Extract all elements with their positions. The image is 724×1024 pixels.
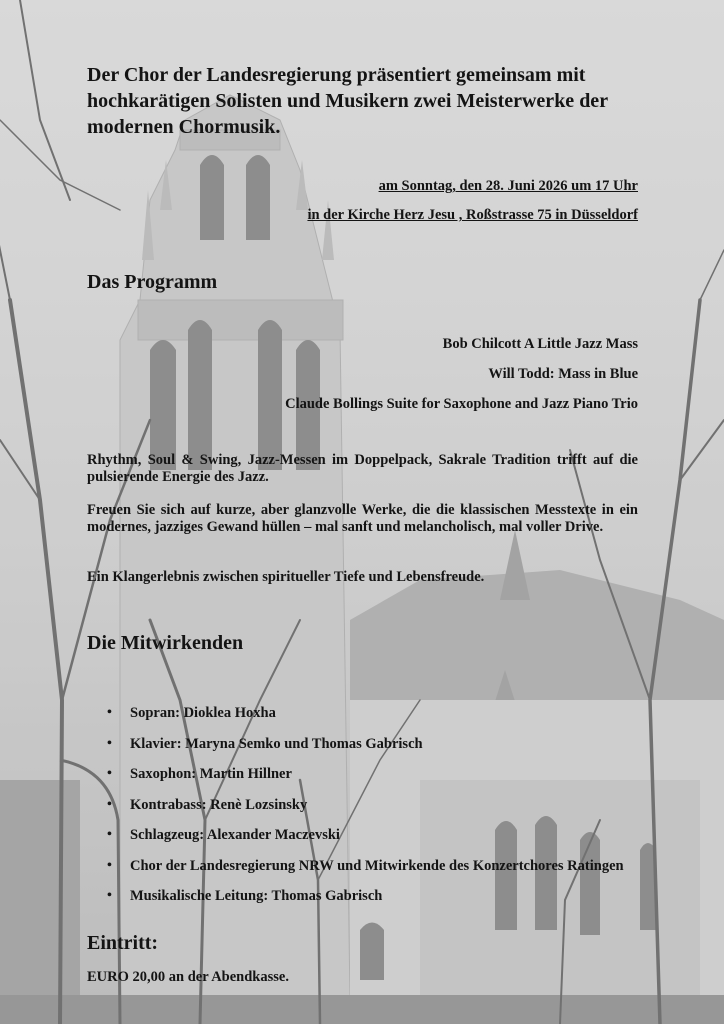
program-title: Das Programm bbox=[87, 271, 218, 293]
participants-list bbox=[107, 705, 707, 919]
participant-text: Chor der Landesregierung NRW und Mitwirkende des Konzertchores Ratingen bbox=[130, 857, 624, 874]
list-item bbox=[107, 797, 707, 828]
intro-heading: Der Chor der Landesregierung präsentiert gemeinsam mit hochkarätigen Solisten und Musikern zwei Meisterwerke der modernen Chormusik. bbox=[87, 64, 608, 138]
participant-text: Schlagzeug: Alexander Maczevski bbox=[130, 827, 340, 843]
participant-text: Kontrabass: Renè Lozsinsky bbox=[130, 796, 308, 813]
program-item: Bob Chilcott A Little Jazz Mass bbox=[442, 336, 638, 352]
admission-title: Eintritt: bbox=[87, 932, 159, 954]
participants-title: Die Mitwirkenden bbox=[87, 632, 244, 654]
bullet-icon: • bbox=[107, 888, 112, 903]
participant-text: Musikalische Leitung: Thomas Gabrisch bbox=[130, 888, 383, 904]
admission-price: EURO 20,00 an der Abendkasse. bbox=[87, 969, 289, 985]
program-item: Will Todd: Mass in Blue bbox=[488, 366, 638, 382]
bullet-icon: • bbox=[107, 827, 112, 842]
bullet-icon: • bbox=[107, 766, 112, 781]
participant-text: Saxophon: Martin Hillner bbox=[130, 766, 292, 782]
program-item: Claude Bollings Suite for Saxophone and Jazz Piano Trio bbox=[285, 396, 638, 412]
participant-text: Sopran: Dioklea Hoxha bbox=[130, 705, 276, 721]
description-paragraph: Freuen Sie sich auf kurze, aber glanzvolle Werke, die die klassischen Messtexte in ein modernes, jazziges Gewand hüllen – mal sanft und melancholisch, mal voller Drive. bbox=[87, 502, 638, 535]
bullet-icon: • bbox=[107, 796, 112, 812]
event-location: in der Kirche Herz Jesu , Roßstrasse 75 in Düsseldorf bbox=[307, 207, 638, 223]
bullet-icon: • bbox=[107, 735, 112, 751]
bullet-icon: • bbox=[107, 705, 112, 720]
list-item bbox=[107, 858, 707, 889]
bullet-icon: • bbox=[107, 857, 112, 873]
list-item bbox=[107, 827, 707, 858]
event-date: am Sonntag, den 28. Juni 2026 um 17 Uhr bbox=[378, 178, 638, 194]
list-item bbox=[107, 705, 707, 736]
list-item bbox=[107, 888, 707, 919]
list-item bbox=[107, 736, 707, 767]
list-item bbox=[107, 766, 707, 797]
description-paragraph: Ein Klangerlebnis zwischen spiritueller Tiefe und Lebensfreude. bbox=[87, 569, 485, 585]
description-paragraph: Rhythm, Soul & Swing, Jazz-Messen im Doppelpack, Sakrale Tradition trifft auf die pulsierende Energie des Jazz. bbox=[87, 452, 638, 485]
participant-text: Klavier: Maryna Semko und Thomas Gabrisch bbox=[130, 735, 423, 752]
